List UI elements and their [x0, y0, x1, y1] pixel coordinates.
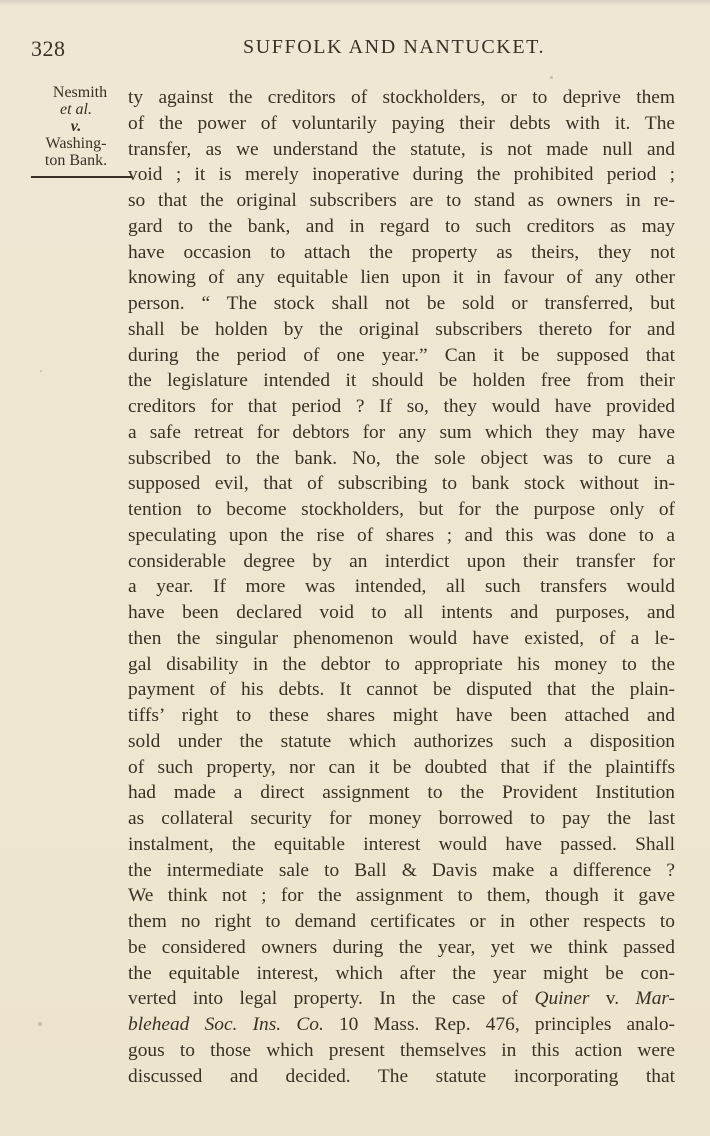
text-line: them no right to demand certificates or in other respects to	[128, 911, 675, 932]
text-line: discussed and decided. The statute incorporating that	[128, 1065, 675, 1087]
text-line: void ; it is merely inoperative during the prohibited period ;	[128, 164, 675, 186]
margin-note-line: ton Bank.	[44, 152, 108, 169]
paper-speck	[550, 76, 553, 79]
text-line: tiffs’ right to these shares might have been attached and	[128, 705, 675, 726]
text-line: during the period of one year.” Can it be supposed that	[128, 344, 675, 366]
text-line: the legislature intended it should be holden free from their	[128, 370, 675, 392]
text-line: tention to become stockholders, but for the purpose only of	[128, 499, 675, 520]
text-line: a year. If more was intended, all such transfers would	[128, 576, 675, 598]
text-line: a safe retreat for debtors for any sum which they may have	[128, 421, 675, 443]
text-line: then the singular phenomenon would have existed, of a le-	[128, 627, 675, 649]
text-line: supposed evil, that of subscribing to bank stock without in-	[128, 473, 675, 495]
margin-note-line: Nesmith	[52, 84, 108, 101]
text-line: payment of his debts. It cannot be disputed that the plain-	[128, 679, 675, 701]
paper-speck	[38, 1022, 42, 1026]
text-line: creditors for that period ? If so, they would have provided	[128, 396, 675, 417]
page-number: 328	[31, 36, 66, 61]
body-text	[128, 85, 675, 1089]
margin-case-note	[30, 84, 122, 169]
text-line: the intermediate sale to Ball & Davis make a difference ?	[128, 859, 675, 881]
text-line: We think not ; for the assignment to them, though it gave	[128, 885, 675, 907]
text-line: have been declared void to all intents and purposes, and	[128, 602, 675, 623]
text-line: gard to the bank, and in regard to such creditors as may	[128, 215, 675, 237]
text-line: speculating upon the rise of shares ; and this was done to a	[128, 524, 675, 546]
margin-note-line: Washing-	[45, 135, 107, 152]
running-head: SUFFOLK AND NANTUCKET.	[243, 36, 546, 58]
text-line: gal disability in the debtor to appropriate his money to the	[128, 653, 675, 675]
text-line: of such property, nor can it be doubted that if the plaintiffs	[128, 756, 675, 778]
margin-note-line: v.	[70, 118, 82, 135]
text-line: gous to those which present themselves in this action were	[128, 1039, 675, 1061]
margin-note-line: et al.	[60, 101, 92, 118]
text-line: considerable degree by an interdict upon their transfer for	[128, 550, 675, 572]
text-line: blehead Soc. Ins. Co. 10 Mass. Rep. 476, principles analo-	[128, 1014, 675, 1035]
text-line: transfer, as we understand the statute, is not made null and	[128, 138, 675, 160]
text-line: sold under the statute which authorizes such a disposition	[128, 730, 675, 752]
text-line: shall be holden by the original subscribers thereto for and	[128, 318, 675, 340]
text-line: be considered owners during the year, yet we think passed	[128, 936, 675, 958]
text-line: ty against the creditors of stockholders, or to deprive them	[128, 87, 675, 108]
text-line: instalment, the equitable interest would have passed. Shall	[128, 833, 675, 855]
text-line: had made a direct assignment to the Provident Institution	[128, 782, 675, 804]
text-line: knowing of any equitable lien upon it in favour of any other	[128, 267, 675, 289]
text-line: person. “ The stock shall not be sold or transferred, but	[128, 293, 675, 314]
margin-divider	[31, 176, 132, 178]
text-line: subscribed to the bank. No, the sole object was to cure a	[128, 447, 675, 469]
text-line: the equitable interest, which after the year might be con-	[128, 962, 675, 984]
paper-speck	[40, 370, 42, 372]
text-line: so that the original subscribers are to stand as owners in re-	[128, 190, 675, 211]
text-line: have occasion to attach the property as theirs, they not	[128, 241, 675, 263]
text-line: as collateral security for money borrowed to pay the last	[128, 808, 675, 829]
text-line: of the power of voluntarily paying their debts with it. The	[128, 112, 675, 134]
text-line: verted into legal property. In the case of Quiner v. Mar-	[128, 988, 676, 1010]
